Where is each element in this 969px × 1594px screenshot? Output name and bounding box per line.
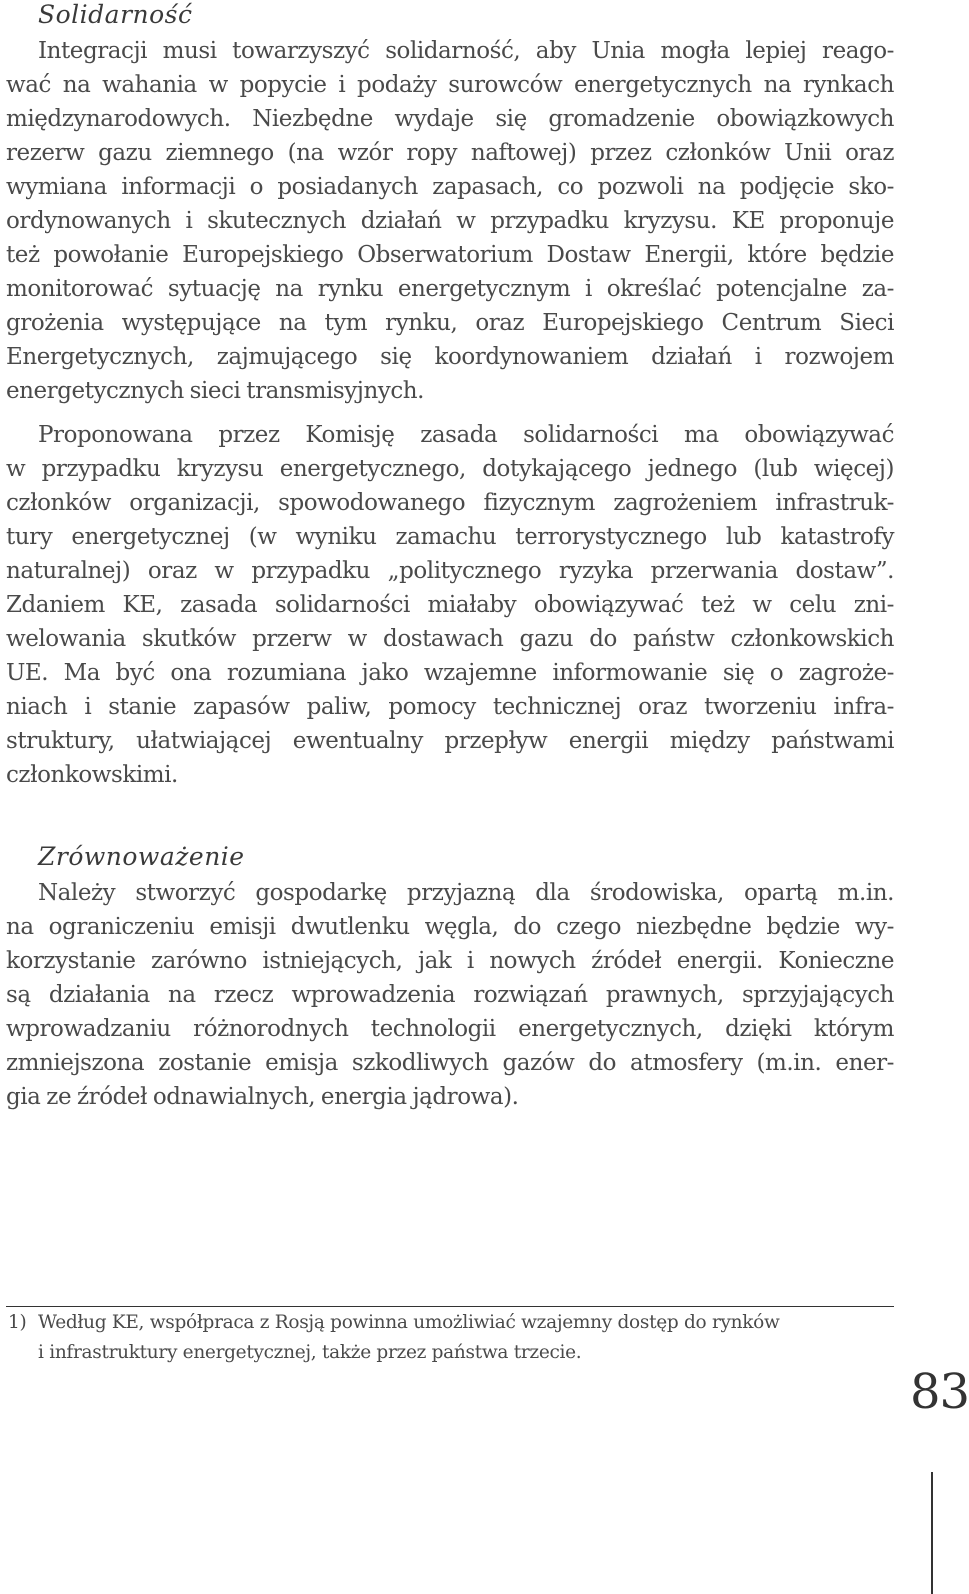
text-line: Zdaniem KE, zasada solidarności miałaby obowiązywać też w celu zni- xyxy=(6,592,894,618)
text-line: Integracji musi towarzyszyć solidarność, aby Unia mogła lepiej reago- xyxy=(38,38,894,64)
text-line: Energetycznych, zajmującego się koordynowaniem działań i rozwojem xyxy=(6,344,894,370)
text-line: korzystanie zarówno istniejących, jak i nowych źródeł energii. Konieczne xyxy=(6,948,894,974)
text-line: UE. Ma być ona rozumiana jako wzajemne informowanie się o zagroże- xyxy=(6,660,894,686)
section-heading-solidarnosc: Solidarność xyxy=(38,0,193,29)
text-line: członków organizacji, spowodowanego fizycznym zagrożeniem infrastruk- xyxy=(6,490,894,516)
text-line: wprowadzaniu różnorodnych technologii energetycznych, dzięki którym xyxy=(6,1016,894,1042)
text-line: Proponowana przez Komisję zasada solidarności ma obowiązywać xyxy=(38,422,894,448)
text-line: naturalnej) oraz w przypadku „politycznego ryzyka przerwania dostaw”. xyxy=(6,558,894,584)
text-line: zmniejszona zostanie emisja szkodliwych gazów do atmosfery (m.in. ener- xyxy=(6,1050,894,1076)
footnote-separator xyxy=(6,1306,894,1307)
text-line: grożenia występujące na tym rynku, oraz Europejskiego Centrum Sieci xyxy=(6,310,894,336)
text-line: w przypadku kryzysu energetycznego, dotykającego jednego (lub więcej) xyxy=(6,456,894,482)
text-line: wymiana informacji o posiadanych zapasach, co pozwoli na podjęcie sko- xyxy=(6,174,894,200)
text-line: gia ze źródeł odnawialnych, energia jądrowa). xyxy=(6,1084,519,1110)
footnote-line: i infrastruktury energetycznej, także przez państwa trzecie. xyxy=(38,1342,582,1363)
footnote-line xyxy=(8,1308,780,1338)
text-line: członkowskimi. xyxy=(6,762,178,788)
text-line: welowania skutków przerw w dostawach gazu do państw członkowskich xyxy=(6,626,894,652)
text-line: na ograniczeniu emisji dwutlenku węgla, do czego niezbędne będzie wy- xyxy=(6,914,894,940)
text-line: międzynarodowych. Niezbędne wydaje się gromadzenie obowiązkowych xyxy=(6,106,894,132)
text-line: struktury, ułatwiającej ewentualny przepływ energii między państwami xyxy=(6,728,894,754)
text-line: ordynowanych i skutecznych działań w przypadku kryzysu. KE proponuje xyxy=(6,208,894,234)
text-line: też powołanie Europejskiego Obserwatorium Dostaw Energii, które będzie xyxy=(6,242,894,268)
text-line: rezerw gazu ziemnego (na wzór ropy naftowej) przez członków Unii oraz xyxy=(6,140,894,166)
text-line: tury energetycznej (w wyniku zamachu terrorystycznego lub katastrofy xyxy=(6,524,894,550)
text-line: monitorować sytuację na rynku energetycznym i określać potencjalne za- xyxy=(6,276,894,302)
page-number: 83 xyxy=(910,1364,969,1420)
footnote-text: Według KE, współpraca z Rosją powinna umożliwiać wzajemny dostęp do rynków xyxy=(38,1312,780,1333)
text-line: energetycznych sieci transmisyjnych. xyxy=(6,378,425,404)
margin-rule xyxy=(931,1472,933,1594)
text-line: wać na wahania w popycie i podaży surowców energetycznych na rynkach xyxy=(6,72,894,98)
text-line: są działania na rzecz wprowadzenia rozwiązań prawnych, sprzyjających xyxy=(6,982,894,1008)
footnote-mark: 1) xyxy=(8,1312,27,1333)
text-line: Należy stworzyć gospodarkę przyjazną dla środowiska, opartą m.in. xyxy=(38,880,894,906)
text-line: niach i stanie zapasów paliw, pomocy technicznej oraz tworzeniu infra- xyxy=(6,694,894,720)
section-heading-zrownowazenie: Zrównoważenie xyxy=(38,842,245,871)
